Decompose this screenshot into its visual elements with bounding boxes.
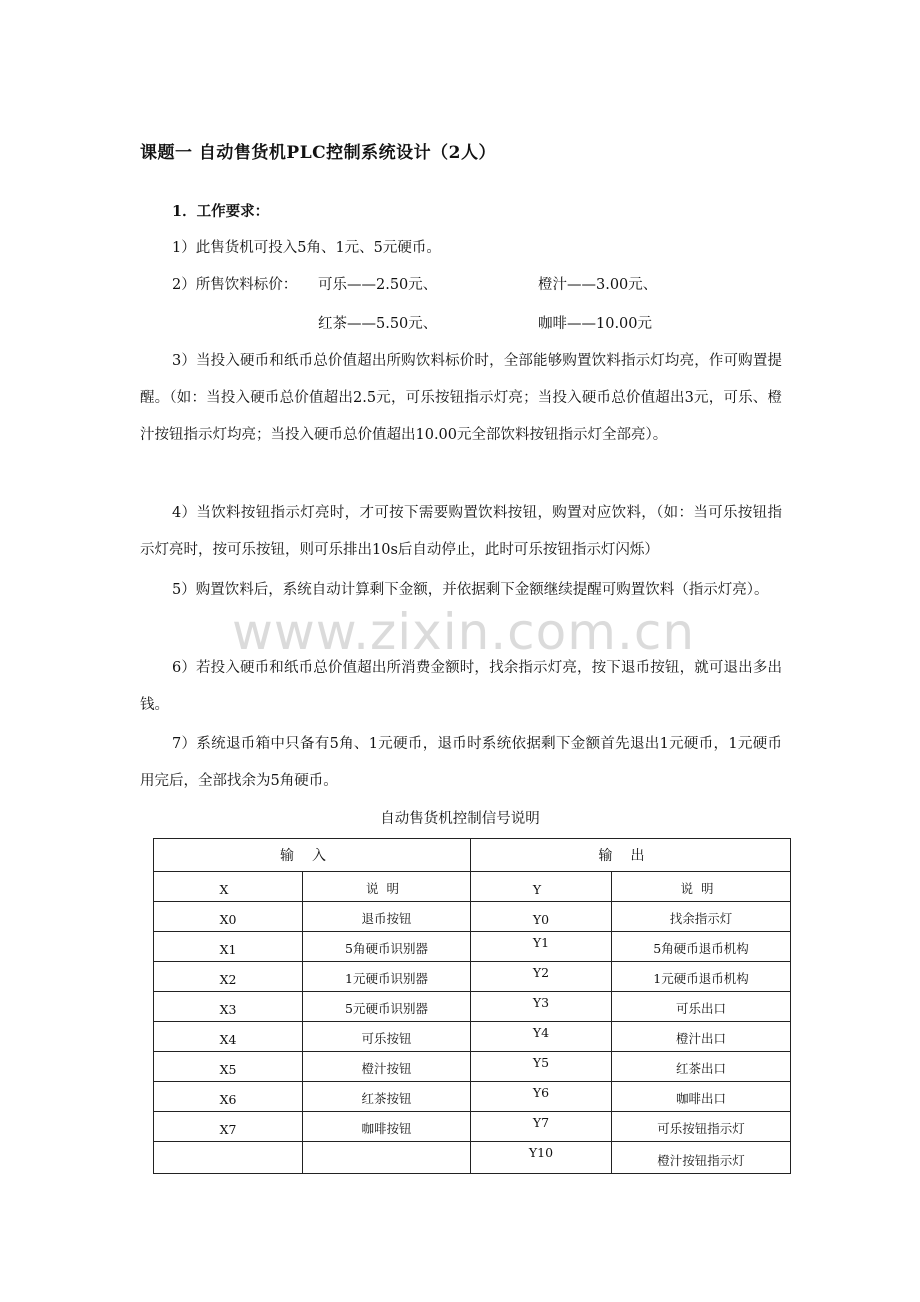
input-description-cell <box>303 1142 471 1174</box>
price-intro: 2）所售饮料标价： <box>172 277 298 293</box>
input-description-cell: 红茶按钮 <box>303 1082 471 1112</box>
price-cola: 可乐——2.50元、 <box>318 277 438 293</box>
price-coffee: 咖啡——10.00元 <box>538 316 653 332</box>
input-address-cell: X6 <box>154 1082 303 1112</box>
table-row <box>154 1112 791 1142</box>
input-address-cell: X5 <box>154 1052 303 1082</box>
table-group-header-row <box>154 839 791 872</box>
input-address-cell: X3 <box>154 992 303 1022</box>
requirement-4: 4）当饮料按钮指示灯亮时，才可按下需要购置饮料按钮，购置对应饮料，（如：当可乐按钮指示灯亮时，按可乐按钮，则可乐排出10s后自动停止，此时可乐按钮指示灯闪烁） <box>140 505 782 558</box>
input-desc-column-header: 说明 <box>303 872 471 902</box>
requirement-7: 7）系统退币箱中只备有5角、1元硬币，退币时系统依据剩下金额首先退出1元硬币，1元硬币用完后，全部找余为5角硬币。 <box>140 736 782 789</box>
output-description-cell: 可乐按钮指示灯 <box>612 1112 791 1142</box>
section-heading: 1．工作要求： <box>172 203 270 220</box>
output-address-cell: Y1 <box>471 932 612 962</box>
y-column-header: Y <box>471 872 612 902</box>
output-address-cell: Y0 <box>471 902 612 932</box>
output-description-cell: 橙汁按钮指示灯 <box>612 1142 791 1174</box>
input-description-cell: 1元硬币识别器 <box>303 962 471 992</box>
input-address-cell: X1 <box>154 932 303 962</box>
output-description-cell: 红茶出口 <box>612 1052 791 1082</box>
requirement-3: 3）当投入硬币和纸币总价值超出所购饮料标价时，全部能够购置饮料指示灯均亮，作可购置提醒。（如：当投入硬币总价值超出2.5元，可乐按钮指示灯亮；当投入硬币总价值超出3元，可乐、橙汁按钮指示灯均亮；当投入硬币总价值超出10.00元全部饮料按钮指示灯全部亮）。 <box>140 353 782 443</box>
signal-table <box>153 838 791 1174</box>
table-row <box>154 902 791 932</box>
requirement-6: 6）若投入硬币和纸币总价值超出所消费金额时，找余指示灯亮，按下退币按钮，就可退出多出钱。 <box>140 660 782 713</box>
input-description-cell: 5角硬币识别器 <box>303 932 471 962</box>
output-description-cell: 1元硬币退币机构 <box>612 962 791 992</box>
price-orange: 橙汁——3.00元、 <box>538 277 658 293</box>
x-column-header: X <box>154 872 303 902</box>
output-description-cell: 橙汁出口 <box>612 1022 791 1052</box>
table-row <box>154 1142 791 1174</box>
output-description-cell: 咖啡出口 <box>612 1082 791 1112</box>
input-address-cell: X2 <box>154 962 303 992</box>
price-tea: 红茶——5.50元、 <box>318 316 438 332</box>
table-row <box>154 1022 791 1052</box>
table-row <box>154 962 791 992</box>
output-group-header: 输出 <box>471 839 791 872</box>
input-group-header: 输入 <box>154 839 471 872</box>
input-address-cell <box>154 1142 303 1174</box>
table-row <box>154 1052 791 1082</box>
input-description-cell: 5元硬币识别器 <box>303 992 471 1022</box>
watermark: www.zixin.com.cn <box>232 603 696 661</box>
output-address-cell: Y5 <box>471 1052 612 1082</box>
input-description-cell: 退币按钮 <box>303 902 471 932</box>
input-description-cell: 咖啡按钮 <box>303 1112 471 1142</box>
input-description-cell: 橙汁按钮 <box>303 1052 471 1082</box>
output-description-cell: 可乐出口 <box>612 992 791 1022</box>
input-address-cell: X7 <box>154 1112 303 1142</box>
page-title: 课题一 自动售货机PLC控制系统设计（2人） <box>140 143 497 163</box>
table-row <box>154 1082 791 1112</box>
table-caption: 自动售货机控制信号说明 <box>380 811 540 827</box>
table-column-header-row <box>154 872 791 902</box>
output-address-cell: Y10 <box>471 1142 612 1174</box>
output-address-cell: Y6 <box>471 1082 612 1112</box>
output-address-cell: Y2 <box>471 962 612 992</box>
requirement-1: 1）此售货机可投入5角、1元、5元硬币。 <box>172 240 441 256</box>
input-address-cell: X0 <box>154 902 303 932</box>
output-address-cell: Y7 <box>471 1112 612 1142</box>
output-description-cell: 5角硬币退币机构 <box>612 932 791 962</box>
output-address-cell: Y4 <box>471 1022 612 1052</box>
table-row <box>154 992 791 1022</box>
input-description-cell: 可乐按钮 <box>303 1022 471 1052</box>
output-desc-column-header: 说明 <box>612 872 791 902</box>
input-address-cell: X4 <box>154 1022 303 1052</box>
requirement-5: 5）购置饮料后，系统自动计算剩下金额，并依据剩下金额继续提醒可购置饮料（指示灯亮）。 <box>172 582 769 598</box>
output-address-cell: Y3 <box>471 992 612 1022</box>
table-row <box>154 932 791 962</box>
output-description-cell: 找余指示灯 <box>612 902 791 932</box>
